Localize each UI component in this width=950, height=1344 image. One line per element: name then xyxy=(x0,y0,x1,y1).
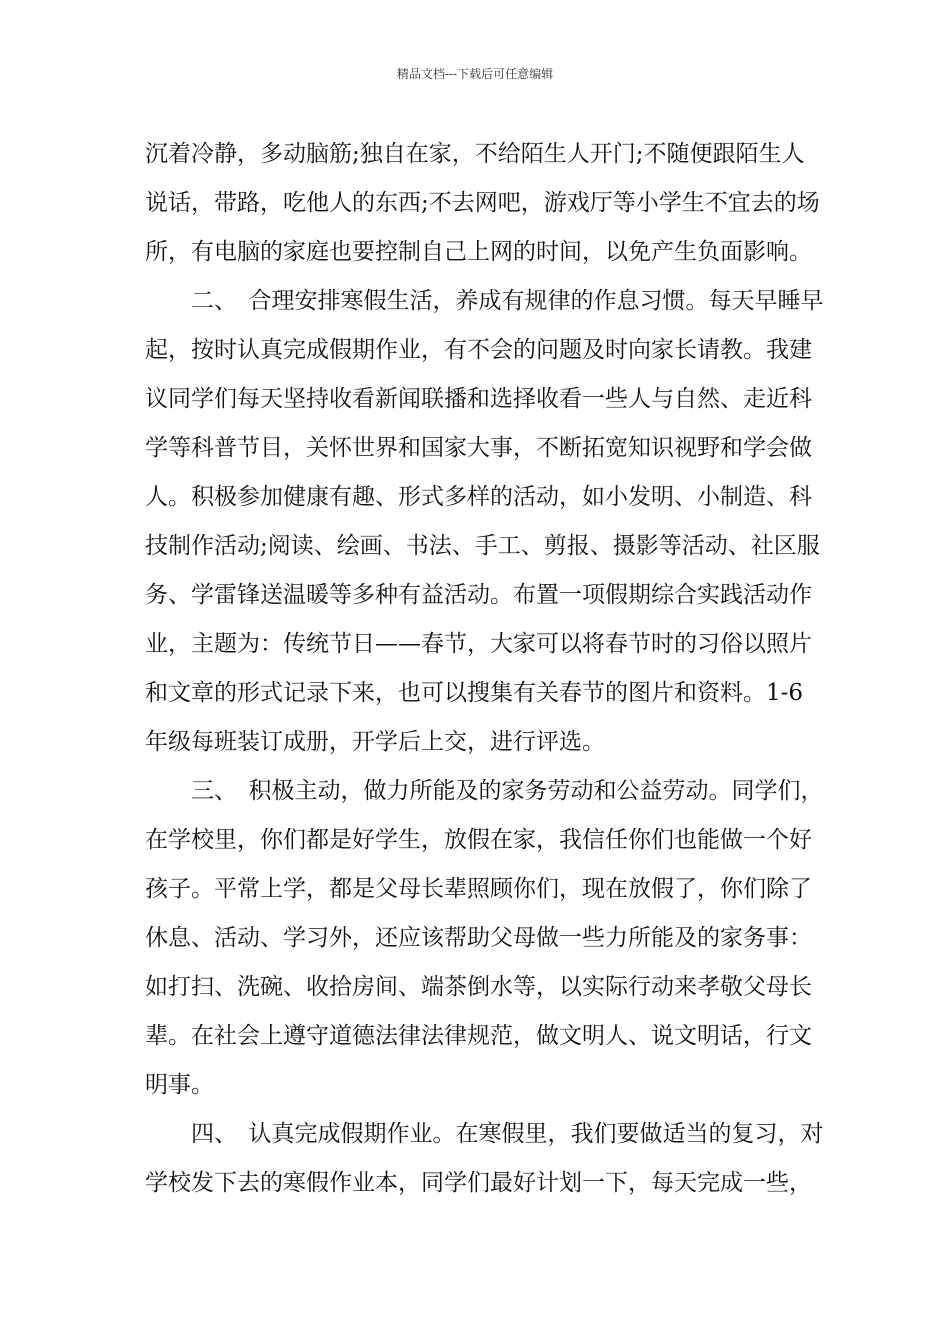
text-line: 和文章的形式记录下来，也可以搜集有关春节的图片和资料。1-6 xyxy=(145,680,804,706)
text-line: 辈。在社会上遵守道德法律法律规范，做文明人、说文明话，行文 xyxy=(145,1023,812,1049)
text-line: 学等科普节目，关怀世界和国家大事，不断拓宽知识视野和学会做 xyxy=(145,435,812,461)
text-line: 业，主题为：传统节日——春节，大家可以将春节时的习俗以照片 xyxy=(145,631,812,657)
page-header: 精品文档---下载后可任意编辑 xyxy=(396,67,554,81)
text-line: 三、 积极主动，做力所能及的家务劳动和公益劳动。同学们， xyxy=(191,778,824,804)
text-line: 议同学们每天坚持收看新闻联播和选择收看一些人与自然、走近科 xyxy=(145,386,812,412)
text-line: 休息、活动、学习外，还应该帮助父母做一些力所能及的家务事： xyxy=(145,925,812,951)
text-line: 在学校里，你们都是好学生，放假在家，我信任你们也能做一个好 xyxy=(145,827,812,853)
text-line: 二、 合理安排寒假生活，养成有规律的作息习惯。每天早睡早 xyxy=(191,288,824,314)
text-line: 务、学雷锋送温暖等多种有益活动。布置一项假期综合实践活动作 xyxy=(145,582,812,608)
text-line: 学校发下去的寒假作业本，同学们最好计划一下，每天完成一些， xyxy=(145,1170,812,1196)
text-line: 如打扫、洗碗、收拾房间、端茶倒水等，以实际行动来孝敬父母长 xyxy=(145,974,812,1000)
text-line: 明事。 xyxy=(145,1072,214,1098)
text-line: 说话，带路，吃他人的东西;不去网吧，游戏厅等小学生不宜去的场 xyxy=(145,190,820,216)
text-line: 起，按时认真完成假期作业，有不会的问题及时向家长请教。我建 xyxy=(145,337,812,363)
document-body xyxy=(145,130,824,1208)
text-line: 四、 认真完成假期作业。在寒假里，我们要做适当的复习，对 xyxy=(191,1121,824,1147)
text-line: 所，有电脑的家庭也要控制自己上网的时间，以免产生负面影响。 xyxy=(145,239,812,265)
text-line: 沉着冷静，多动脑筋;独自在家，不给陌生人开门;不随便跟陌生人 xyxy=(145,141,805,167)
text-line: 孩子。平常上学，都是父母长辈照顾你们，现在放假了，你们除了 xyxy=(145,876,812,902)
text-line: 技制作活动;阅读、绘画、书法、手工、剪报、摄影等活动、社区服 xyxy=(145,533,820,559)
text-line: 人。积极参加健康有趣、形式多样的活动，如小发明、小制造、科 xyxy=(145,484,812,510)
text-line: 年级每班装订成册，开学后上交，进行评选。 xyxy=(145,729,605,755)
